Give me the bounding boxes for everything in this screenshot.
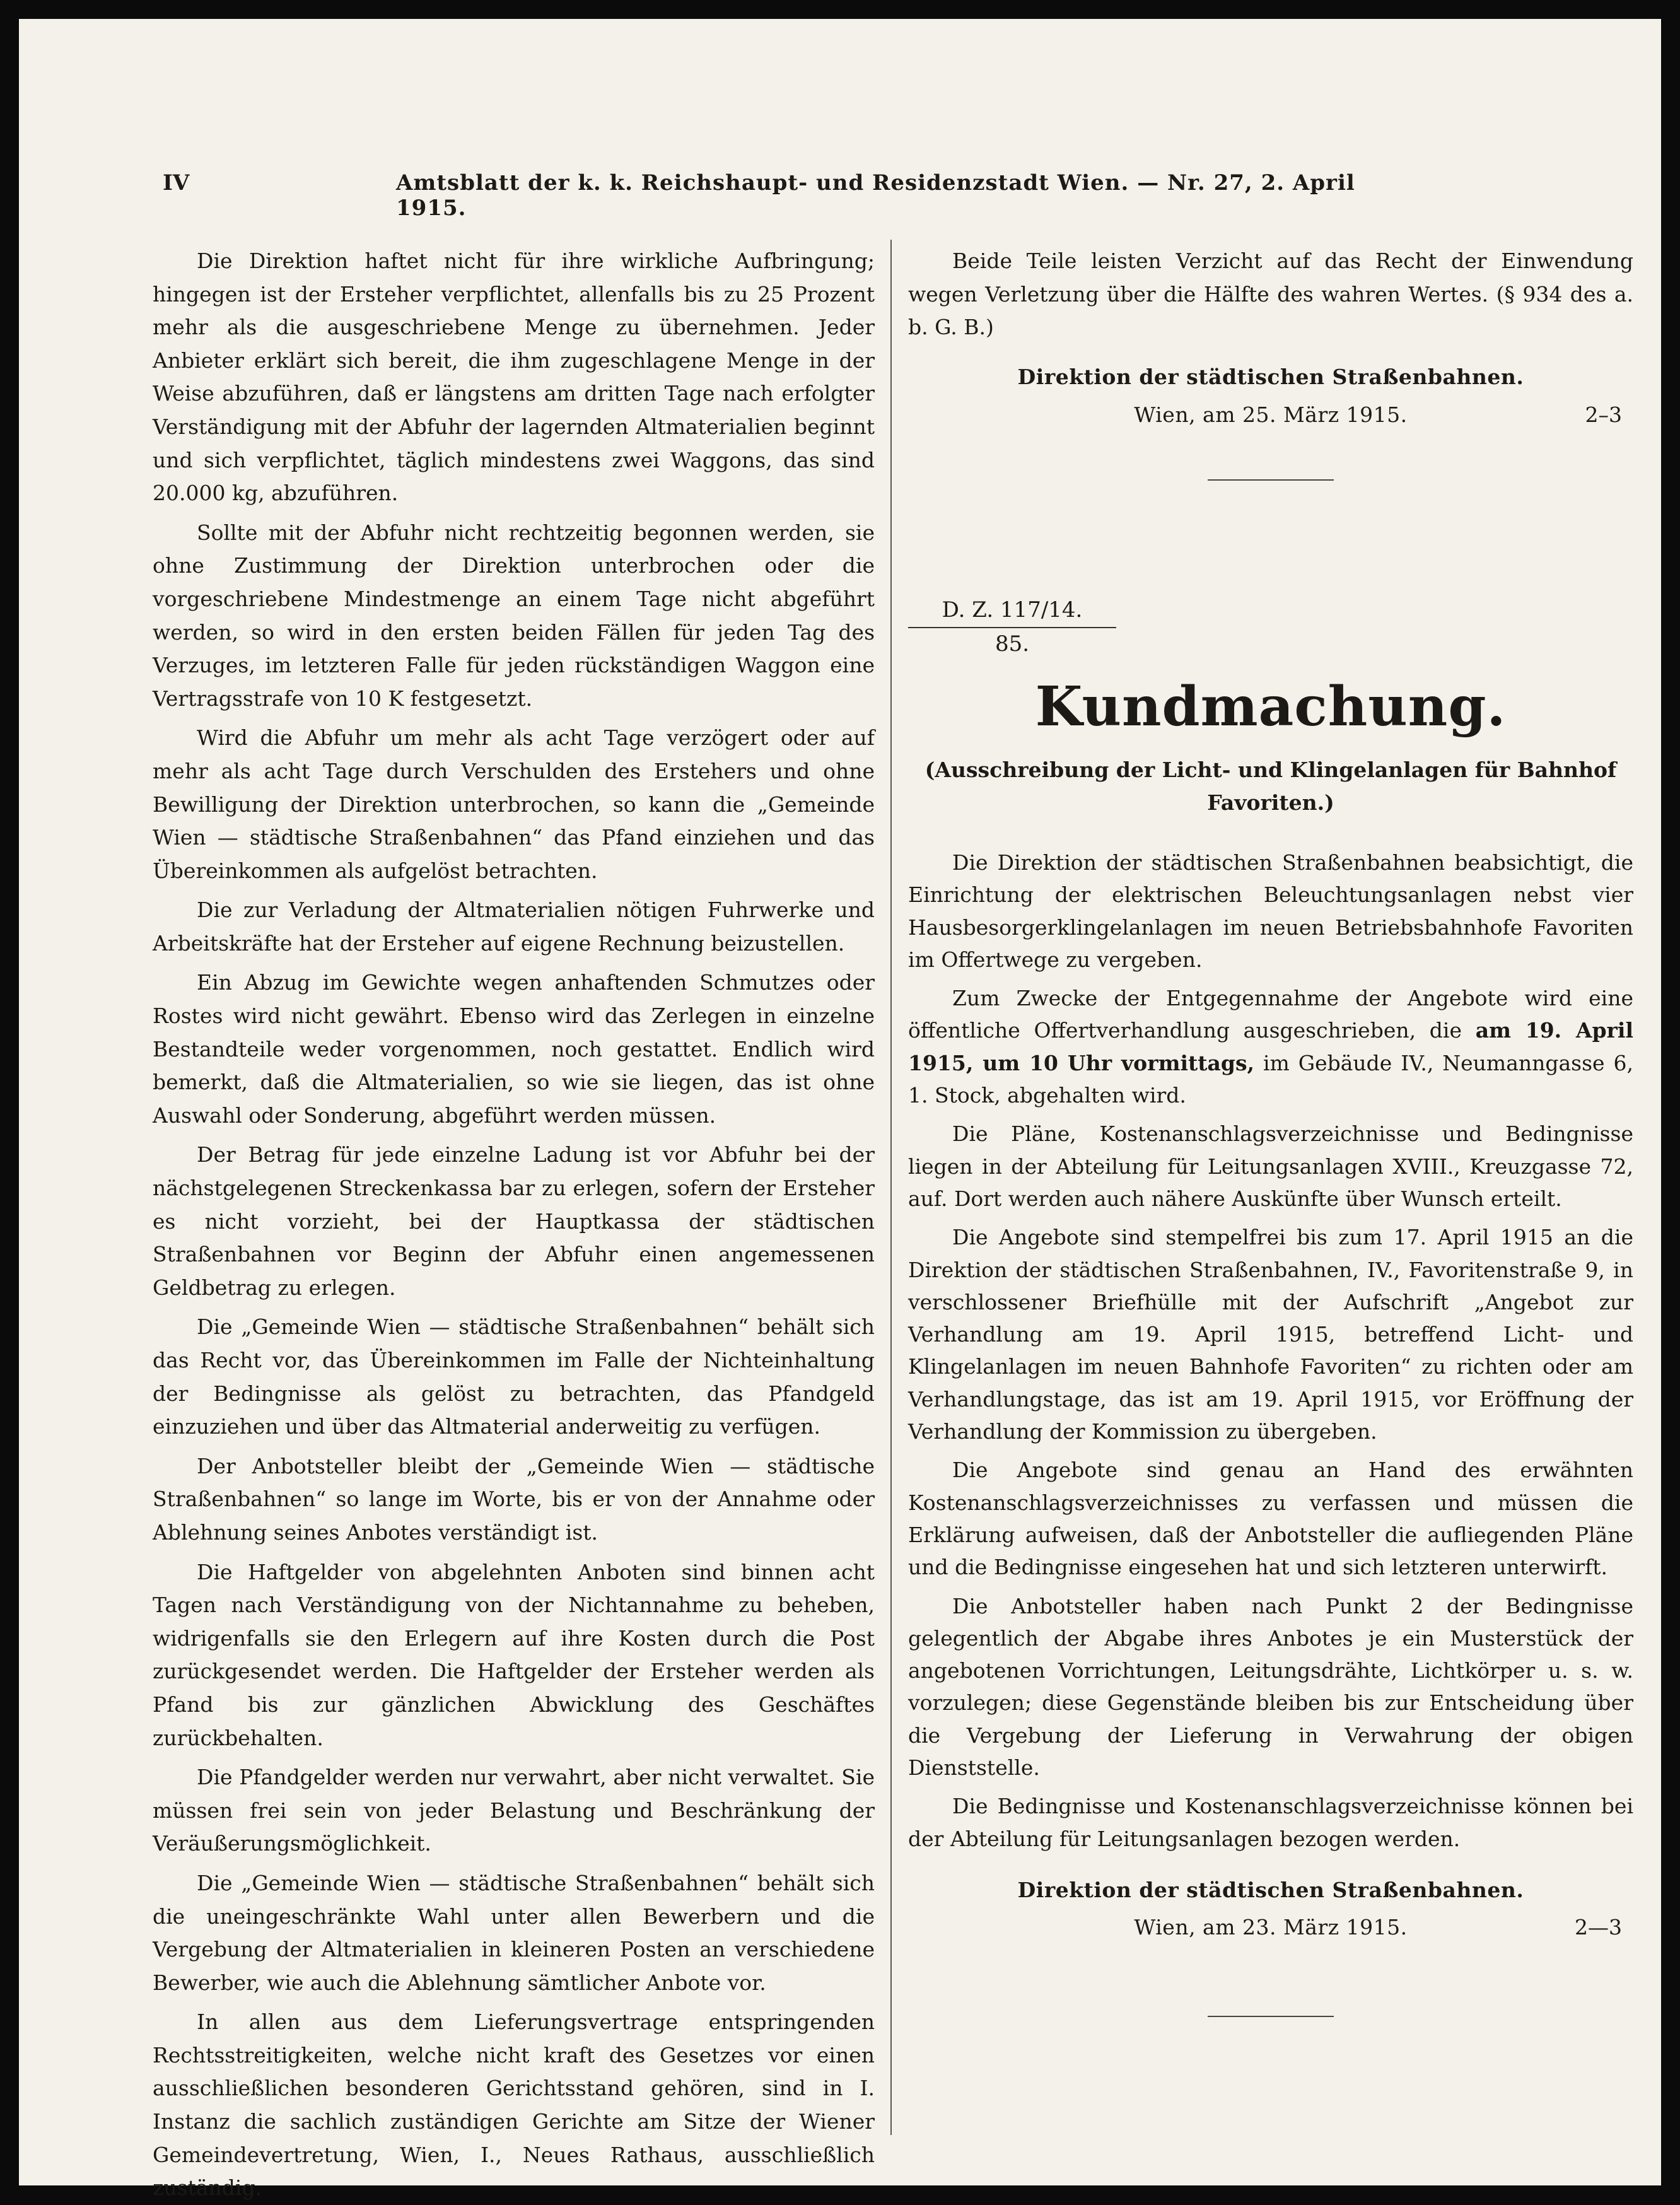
paragraph: Die Pläne, Kostenanschlagsverzeichnisse und Bedingnisse liegen in der Abteilung für Leitungsanlagen XVIII., Kreuzgasse 72, auf. Dort werden auch nähere Auskünfte über Wunsch erteilt. (908, 1121, 1633, 1211)
paragraph: Die Angebote sind stempelfrei bis zum 17. April 1915 an die Direktion der städtischen Straßenbahnen, IV., Favoritenstraße 9, in verschlossener Briefhülle mit der Aufschrift „Angebot zur Verhandlung am 19. April 1915, betreffend Licht- und Klingelanlagen im neuen Bahnhofe Favoriten“ zu richten oder am Verhandlungstage, das ist am 19. April 1915, vor Eröffnung der Verhandlung der Kommission zu übergeben. (908, 1225, 1633, 1444)
section-rule (1208, 479, 1334, 481)
section-rule (1208, 2016, 1334, 2017)
column-divider (890, 240, 892, 2135)
reference-top: D. Z. 117/14. (908, 594, 1116, 628)
place-date: Wien, am 25. März 1915. (1134, 402, 1408, 428)
place-date-row (908, 1911, 1633, 1946)
paragraph: Die „Gemeinde Wien — städtische Straßenbahnen“ behält sich die uneingeschränkte Wahl unter allen Bewerbern und die Vergebung der Altmaterialien in kleineren Posten an verschiedene Bewerber, wie auch die Ablehnung sämtlicher Anbote vor. (153, 1870, 875, 1995)
paragraph: Die Anbotsteller haben nach Punkt 2 der Bedingnisse gelegentlich der Abgabe ihres Anbotes je ein Musterstück der angebotenen Vorrichtungen, Leitungsdrähte, Lichtkörper u. s. w. vorzulegen; diese Gegenstände bleiben bis zur Entscheidung über die Vergebung der Lieferung in Verwahrung der obigen Dienststelle. (908, 1593, 1633, 1781)
notice-body (908, 846, 1633, 2017)
text: Zum Zwecke der Entgegennahme der Angebote wird eine öffentliche Offertverhandlung ausgeschrieben, die (908, 986, 1633, 1043)
paragraph: Die Direktion haftet nicht für ihre wirkliche Aufbringung; hingegen ist der Ersteher verpflichtet, allenfalls bis zu 25 Prozent mehr als die ausgeschriebene Menge zu übernehmen. Jeder Anbieter erklärt sich bereit, die ihm zugeschlagene Menge in der Weise abzuführen, daß er längstens am dritten Tage nach erfolgter Verständigung mit der Abfuhr der lagernden Altmaterialien beginnt und sich verpflichtet, täglich mindestens zwei Waggons, das sind 20.000 kg, abzuführen. (153, 249, 875, 506)
paragraph: In allen aus dem Lieferungsvertrage entspringenden Rechtsstreitigkeiten, welche nicht kraft des Gesetzes vor einen ausschließlichen besonderen Gerichtsstand gehören, sind in I. Instanz die sachlich zuständigen Gerichte am Sitze der Wiener Gemeindevertretung, Wien, I., Neues Rathaus, ausschließlich zuständig. (153, 2009, 875, 2201)
paragraph: Die Direktion der städtischen Straßenbahnen beabsichtigt, die Einrichtung der elektrischen Beleuchtungsanlagen nebst vier Hausbesorgerklingelanlagen im neuen Betriebsbahnhofe Favoriten im Offertwege zu vergeben. (908, 850, 1633, 972)
paragraph (908, 982, 1633, 1111)
reference-bottom: 85. (995, 631, 1030, 657)
insertion-code: 2–3 (1585, 402, 1622, 428)
page-header (156, 165, 1364, 221)
paragraph: Die Angebote sind genau an Hand des erwähnten Kostenanschlagsverzeichnisses zu verfassen und müssen die Erklärung aufweisen, daß der Anbotsteller die aufliegenden Pläne und die Bedingnisse eingesehen hat und sich letzteren unterwirft. (908, 1458, 1633, 1580)
page-number: IV (163, 170, 190, 196)
paragraph: Die Bedingnisse und Kostenanschlagsverzeichnisse können bei der Abteilung für Leitungsanlagen bezogen werden. (908, 1794, 1633, 1851)
notice-subtitle: (Ausschreibung der Licht- und Klingelanlagen für Bahnhof Favoriten.) (925, 757, 1617, 815)
paragraph: Die Pfandgelder werden nur verwahrt, aber nicht verwaltet. Sie müssen frei sein von jeder Belastung und Beschränkung der Veräußerungsmöglichkeit. (153, 1765, 875, 1856)
paragraph: Die „Gemeinde Wien — städtische Straßenbahnen“ behält sich das Recht vor, das Übereinkommen im Falle der Nichteinhaltung der Bedingnisse als gelöst zu betrachten, das Pfandgeld einzuziehen und über das Altmaterial anderweitig zu verfügen. (153, 1314, 875, 1439)
signature: Direktion der städtischen Straßenbahnen. (1017, 1877, 1524, 1902)
masthead-title: Amtsblatt der k. k. Reichshaupt- und Residenzstadt Wien. — Nr. 27, 2. April 1915. (396, 170, 1355, 221)
right-column-top (908, 245, 1633, 481)
place-date: Wien, am 23. März 1915. (1134, 1915, 1408, 1940)
paragraph: Sollte mit der Abfuhr nicht rechtzeitig begonnen werden, sie ohne Zustimmung der Direktion unterbrochen oder die vorgeschriebene Mindestmenge an einem Tage nicht abgeführt werden, so wird in den ersten beiden Fällen für jeden Tag des Verzuges, im letzteren Falle für jeden rückständigen Waggon eine Vertragsstrafe von 10 K festgesetzt. (153, 520, 875, 711)
paragraph: Beide Teile leisten Verzicht auf das Recht der Einwendung wegen Verletzung über die Hälfte des wahren Wertes. (§ 934 des a. b. G. B.) (908, 249, 1633, 340)
insertion-code: 2—3 (1575, 1915, 1622, 1940)
paragraph: Die zur Verladung der Altmaterialien nötigen Fuhrwerke und Arbeitskräfte hat der Ersteher auf eigene Rechnung beizustellen. (153, 898, 875, 956)
paragraph: Die Haftgelder von abgelehnten Anboten sind binnen acht Tagen nach Verständigung von der Nichtannahme zu beheben, widrigenfalls sie den Erlegern auf ihre Kosten durch die Post zurückgesendet werden. Die Haftgelder der Ersteher werden als Pfand bis zur gänzlichen Abwicklung des Geschäftes zurückbehalten. (153, 1559, 875, 1750)
reference-number (908, 594, 1116, 660)
place-date-row (908, 399, 1633, 434)
paragraph: Wird die Abfuhr um mehr als acht Tage verzögert oder auf mehr als acht Tage durch Verschulden des Erstehers und ohne Bewilligung der Direktion unterbrochen, so kann die „Gemeinde Wien — städtische Straßenbahnen“ das Pfand einziehen und das Übereinkommen als aufgelöst betrachten. (153, 725, 875, 883)
newspaper-page (19, 19, 1661, 2201)
date-emphasis: am 19. April 1915, um 10 Uhr vormittags, (908, 1018, 1633, 1075)
text: im Gebäude IV., Neumanngasse 6, 1. Stock, abgehalten wird. (908, 1050, 1633, 1108)
paragraph: Der Betrag für jede einzelne Ladung ist vor Abfuhr bei der nächstgelegenen Streckenkassa bar zu erlegen, sofern der Ersteher es nicht vorzieht, bei der Hauptkassa der städtischen Straßenbahnen vor Beginn der Abfuhr einen angemessenen Geldbetrag zu erlegen. (153, 1142, 875, 1300)
paragraph: Ein Abzug im Gewichte wegen anhaftenden Schmutzes oder Rostes wird nicht gewährt. Ebenso wird das Zerlegen in einzelne Bestandteile weder vorgenommen, noch gestattet. Endlich wird bemerkt, daß die Altmaterialien, so wie sie liegen, das ist ohne Auswahl oder Sonderung, abgeführt werden müssen. (153, 970, 875, 1128)
left-column (153, 245, 875, 2205)
paragraph: Der Anbotsteller bleibt der „Gemeinde Wien — städtische Straßenbahnen“ so lange im Worte, bis er von der Annahme oder Ablehnung seines Anbotes verständigt ist. (153, 1453, 875, 1545)
signature: Direktion der städtischen Straßenbahnen. (1017, 364, 1524, 389)
notice-title: Kundmachung. (1035, 675, 1507, 739)
